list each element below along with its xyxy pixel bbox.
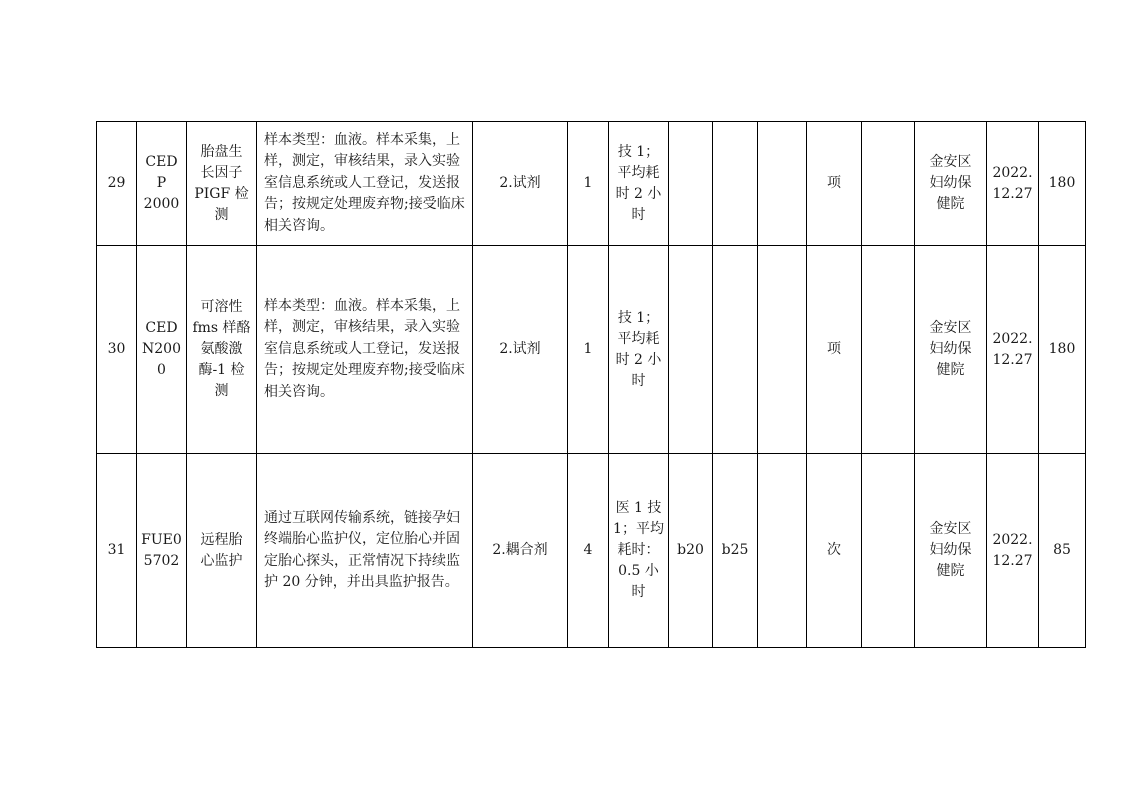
date-cell: 2022. 12.27 (987, 122, 1039, 246)
code-b-cell: b20 (669, 454, 713, 648)
code-b-cell (669, 246, 713, 454)
item-name-cell: 可溶性 fms 样酪 氨酸激 酶-1 检 测 (187, 246, 257, 454)
hospital-cell: 金安区 妇幼保 健院 (915, 246, 987, 454)
item-code-cell: CED N200 0 (137, 246, 187, 454)
empty-cell (862, 122, 915, 246)
material-cell: 2.试剂 (473, 122, 568, 246)
date-cell: 2022. 12.27 (987, 454, 1039, 648)
item-code-cell: FUE0 5702 (137, 454, 187, 648)
item-description-cell: 样本类型：血液。样本采集，上样，测定，审核结果，录入实验室信息系统或人工登记，发送报告；按规定处理废弃物;接受临床相关咨询。 (257, 246, 473, 454)
empty-cell (758, 122, 807, 246)
row-number-cell: 29 (97, 122, 137, 246)
empty-cell (758, 454, 807, 648)
price-cell: 85 (1039, 454, 1086, 648)
hospital-cell: 金安区 妇幼保 健院 (915, 122, 987, 246)
code-b2-cell (713, 122, 758, 246)
staff-time-cell: 技 1； 平均耗 时 2 小 时 (609, 246, 669, 454)
table-row (97, 246, 1086, 454)
empty-cell (862, 454, 915, 648)
unit-cell: 次 (807, 454, 862, 648)
table-row (97, 454, 1086, 648)
material-cell: 2.试剂 (473, 246, 568, 454)
material-cell: 2.耦合剂 (473, 454, 568, 648)
price-item-table (96, 121, 1086, 648)
hospital-cell: 金安区 妇幼保 健院 (915, 454, 987, 648)
quantity-cell: 4 (568, 454, 609, 648)
empty-cell (862, 246, 915, 454)
row-number-cell: 31 (97, 454, 137, 648)
item-name-cell: 胎盘生 长因子 PIGF 检 测 (187, 122, 257, 246)
unit-cell: 项 (807, 122, 862, 246)
code-b2-cell: b25 (713, 454, 758, 648)
empty-cell (758, 246, 807, 454)
row-number-cell: 30 (97, 246, 137, 454)
quantity-cell: 1 (568, 246, 609, 454)
quantity-cell: 1 (568, 122, 609, 246)
table-row (97, 122, 1086, 246)
item-name-cell: 远程胎 心监护 (187, 454, 257, 648)
staff-time-cell: 技 1； 平均耗 时 2 小 时 (609, 122, 669, 246)
code-b2-cell (713, 246, 758, 454)
unit-cell: 项 (807, 246, 862, 454)
date-cell: 2022. 12.27 (987, 246, 1039, 454)
item-code-cell: CEDP 2000 (137, 122, 187, 246)
item-description-cell: 通过互联网传输系统，链接孕妇终端胎心监护仪，定位胎心并固定胎心探头，正常情况下持续监护 20 分钟，并出具监护报告。 (257, 454, 473, 648)
item-description-cell: 样本类型：血液。样本采集，上样，测定，审核结果，录入实验室信息系统或人工登记，发送报告；按规定处理废弃物;接受临床相关咨询。 (257, 122, 473, 246)
code-b-cell (669, 122, 713, 246)
price-cell: 180 (1039, 122, 1086, 246)
price-cell: 180 (1039, 246, 1086, 454)
staff-time-cell: 医 1 技 1；平均 耗时： 0.5 小 时 (609, 454, 669, 648)
